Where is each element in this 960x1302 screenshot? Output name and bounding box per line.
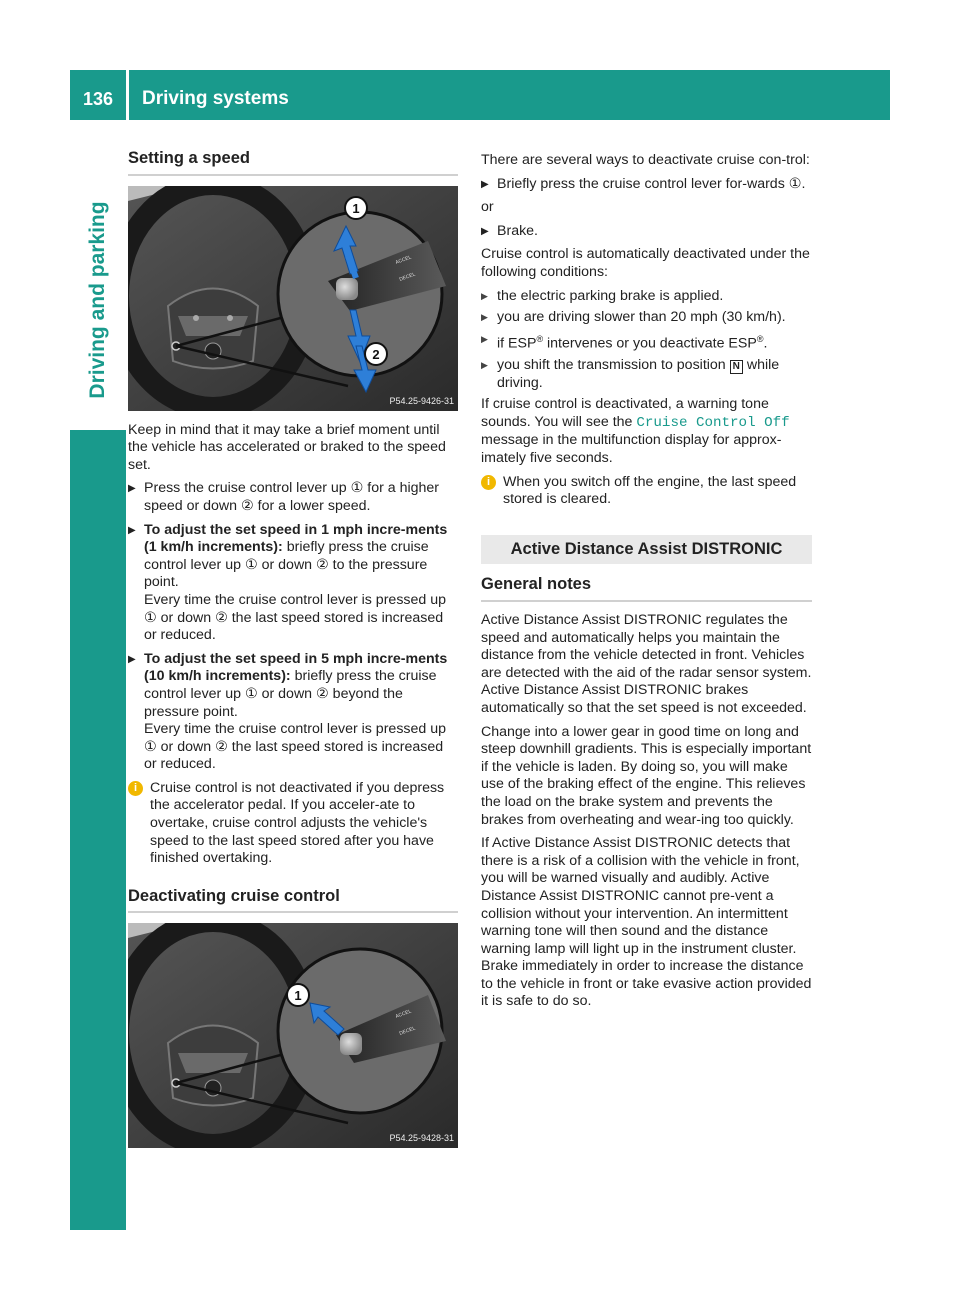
paragraph: Active Distance Assist DISTRONIC regulates the speed and automatically helps you maintain the distance from the vehicle detected in front. Vehicles are detected with the aid of the radar sensor system. Active Distance Assist DISTRONIC brakes automatically so that the set speed is not exceeded.	[481, 612, 812, 716]
heading-rule	[481, 600, 812, 602]
header-divider	[126, 70, 129, 120]
wheel-spoke	[178, 316, 248, 336]
paragraph-text: message in the multifunction display for approx-imately five seconds.	[481, 432, 782, 467]
svg-text:DECEL: DECEL	[398, 271, 417, 283]
list-text: .	[763, 335, 768, 352]
step-text: Every time the cruise control lever is pressed up ① or down ② the last speed stored is increased or reduced.	[144, 591, 447, 644]
figure-setting-speed	[128, 186, 458, 411]
list-text: if ESP	[497, 335, 537, 352]
lever-tip	[336, 278, 358, 300]
figure-label-1-text: 1	[352, 200, 360, 216]
instruction-step	[128, 522, 458, 645]
info-note	[481, 474, 812, 509]
heading-rule	[128, 911, 458, 913]
wheel-button	[227, 315, 233, 321]
instruction-step: ▶ Briefly press the cruise control lever for-wards ①.	[481, 176, 812, 194]
figure-label-1-text: 1	[294, 988, 302, 1004]
gear-n-symbol: N	[730, 360, 743, 374]
svg-text:ACCEL: ACCEL	[394, 254, 413, 266]
list-item	[481, 357, 812, 392]
figure-code: P54.25-9428-31	[389, 1133, 454, 1144]
paragraph-text: If cruise control is deactivated, a warning tone sounds. You will see the	[481, 396, 769, 430]
section-heading-deactivating: Deactivating cruise control	[128, 886, 340, 905]
chapter-title: Driving systems	[142, 88, 289, 109]
side-tab	[70, 120, 126, 1230]
figure-deactivating	[128, 923, 458, 1148]
info-text: When you switch off the engine, the last speed stored is cleared.	[503, 473, 797, 508]
figure-label-2-text: 2	[372, 346, 380, 362]
paragraph: There are several ways to deactivate cruise con-trol:	[481, 152, 810, 168]
list-text: while driving.	[497, 357, 780, 391]
figure-code: P54.25-9426-31	[389, 395, 454, 406]
paragraph	[481, 396, 812, 467]
svg-text:ACCEL: ACCEL	[394, 1008, 413, 1021]
lever-tip	[340, 1033, 362, 1055]
side-tab-bar	[70, 430, 126, 1230]
info-icon: i	[128, 781, 143, 796]
display-message: Cruise Control Off	[636, 414, 790, 431]
right-column	[481, 152, 812, 1017]
paragraph: Change into a lower gear in good time on long and steep downhill gradients. This is especially important if the vehicle is laden. By doing so, you will make use of the braking effect of the engine. This relieves the load on the brake system and prevents the brakes from overheating and wear-ing too quickly.	[481, 723, 812, 828]
wheel-button	[193, 315, 199, 321]
instruction-step: ▶ Press the cruise control lever up ① for a higher speed or down ② for a lower speed.	[128, 480, 458, 515]
info-note	[128, 780, 458, 868]
section-heading-setting-speed: Setting a speed	[128, 149, 250, 167]
side-tab-label-area	[70, 120, 126, 480]
instruction-step	[128, 651, 458, 774]
section-heading-general-notes: General notes	[481, 575, 592, 594]
section-bar-distronic: Active Distance Assist DISTRONIC	[481, 535, 812, 565]
list-text: you shift the transmission to position	[497, 357, 730, 374]
paragraph: Keep in mind that it may take a brief moment until the vehicle has accelerated or braked to the speed set.	[128, 421, 446, 473]
instruction-step: ▶ Brake.	[481, 223, 812, 241]
page-number: 136	[82, 89, 114, 109]
left-column	[128, 150, 458, 1148]
svg-text:DECEL: DECEL	[398, 1025, 417, 1038]
paragraph: If Active Distance Assist DISTRONIC detects that there is a risk of a collision with the vehicle in front, you will be warned visually and audibly. Active Distance Assist DISTRONIC cannot pre-vent a collision without your intervention. An intermittent warning tone will then sound and the distance warning lamp will light up in the instrument cluster. Brake immediately in order to increase the distance to the vehicle in front or take evasive action provided it is safe to do so.	[481, 835, 812, 1010]
page-header	[70, 70, 890, 120]
info-text: Cruise control is not deactivated if you depress the accelerator pedal. If you acceler-ate to overtake, cruise control adjusts the vehicle's speed to the last speed stored after you have finished overtaking.	[150, 779, 445, 867]
step-text: Every time the cruise control lever is pressed up ① or down ② the last speed stored is increased or reduced.	[144, 721, 447, 773]
list-item: ▶ you are driving slower than 20 mph (30 km/h).	[481, 309, 812, 327]
step-heading: To adjust the set speed in 1 mph incre-ments (1 km/h increments):	[144, 521, 448, 556]
side-tab-label: Driving and parking	[86, 201, 109, 399]
list-text: intervenes or you deactivate ESP	[543, 335, 757, 352]
registered-mark: ®	[756, 333, 764, 344]
list-item: ▶ the electric parking brake is applied.	[481, 288, 812, 306]
heading-rule	[128, 174, 458, 176]
paragraph: Cruise control is automatically deactivated under the following conditions:	[481, 246, 810, 280]
paragraph-or: or	[481, 199, 494, 216]
wheel-spoke	[178, 1053, 248, 1073]
registered-mark: ®	[536, 333, 544, 344]
step-text: briefly press the cruise control lever up ① or down ② to the pressure point.	[144, 539, 429, 591]
list-item	[481, 331, 812, 353]
info-icon: i	[481, 475, 496, 490]
step-heading: To adjust the set speed in 5 mph incre-ments (10 km/h increments):	[144, 650, 448, 685]
step-text: briefly press the cruise control lever up ① or down ② beyond the pressure point.	[144, 668, 437, 720]
